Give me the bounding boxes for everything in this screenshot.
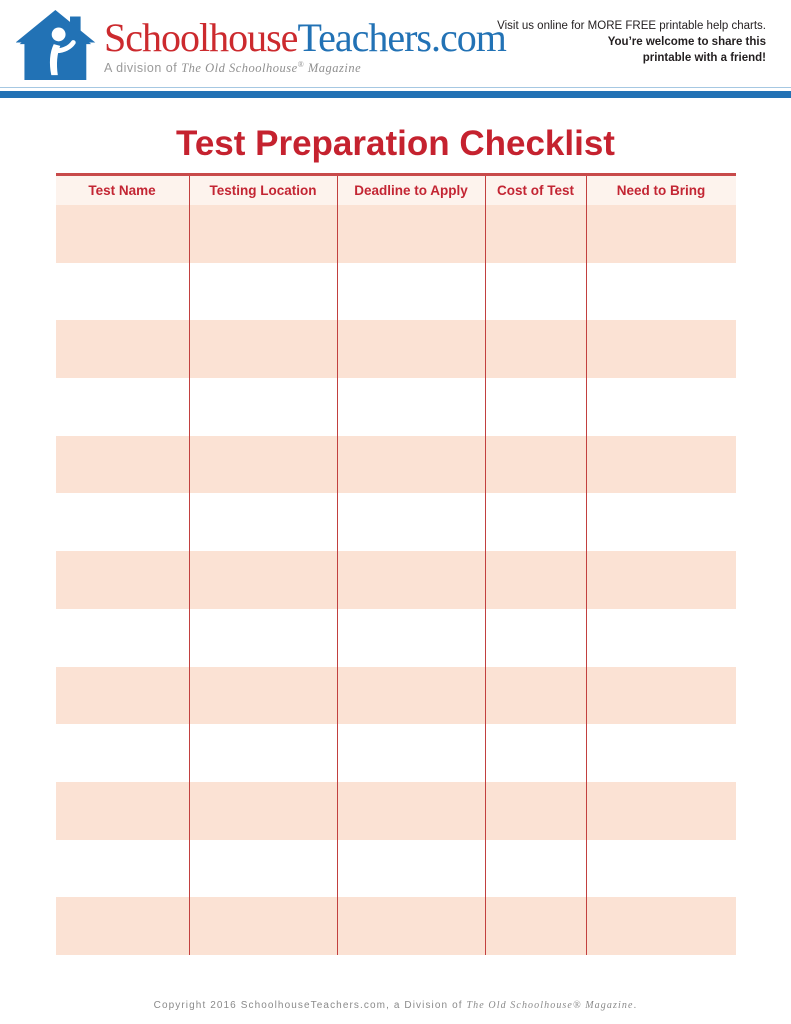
table-cell — [587, 840, 736, 898]
table-cell — [338, 493, 486, 551]
table-cell — [190, 667, 338, 725]
table-cell — [338, 609, 486, 667]
table-cell — [587, 493, 736, 551]
page-title: Test Preparation Checklist — [176, 124, 615, 163]
copyright-magazine-name: The Old Schoolhouse® Magazine — [466, 1000, 634, 1011]
table-row — [56, 320, 736, 378]
table-cell — [486, 667, 587, 725]
table-cell — [486, 609, 587, 667]
promo-text — [497, 18, 766, 66]
table-row — [56, 205, 736, 263]
table-cell — [56, 493, 190, 551]
table-cell — [486, 263, 587, 321]
table-cell — [587, 897, 736, 955]
table-cell — [190, 436, 338, 494]
table-row — [56, 897, 736, 955]
table-cell — [56, 667, 190, 725]
promo-line-3: printable with a friend! — [642, 52, 766, 65]
table-cell — [486, 840, 587, 898]
table-cell — [486, 724, 587, 782]
table-cell — [56, 263, 190, 321]
promo-line-1: Visit us online for MORE FREE printable help charts. — [497, 20, 766, 32]
table-cell — [56, 897, 190, 955]
table-row — [56, 840, 736, 898]
blue-divider-bar — [0, 91, 791, 98]
brand-schoolhouse: Schoolhouse — [104, 15, 298, 60]
brand-teachers-com: Teachers.com — [297, 15, 506, 60]
table-row — [56, 436, 736, 494]
table-cell — [56, 378, 190, 436]
table-header-row — [56, 176, 736, 205]
table-row — [56, 263, 736, 321]
table-cell — [486, 378, 587, 436]
table-row — [56, 609, 736, 667]
brand-wordmark — [104, 15, 506, 60]
table-cell — [190, 724, 338, 782]
table-cell — [338, 897, 486, 955]
table-cell — [190, 378, 338, 436]
table-cell — [56, 724, 190, 782]
table-cell — [338, 667, 486, 725]
brand-tagline — [104, 60, 506, 76]
table-body — [56, 205, 736, 955]
table-cell — [190, 840, 338, 898]
table-cell — [190, 263, 338, 321]
table-cell — [587, 609, 736, 667]
table-cell — [190, 782, 338, 840]
table-row — [56, 724, 736, 782]
table-cell — [190, 320, 338, 378]
table-cell — [190, 205, 338, 263]
table-cell — [190, 897, 338, 955]
table-row — [56, 493, 736, 551]
table-cell — [56, 320, 190, 378]
table-cell — [190, 609, 338, 667]
copyright-period: . — [633, 1000, 638, 1011]
table-cell — [338, 436, 486, 494]
table-cell — [587, 436, 736, 494]
copyright-footer — [0, 1000, 791, 1011]
registered-mark: ® — [297, 60, 305, 69]
table-cell — [587, 667, 736, 725]
table-cell — [56, 840, 190, 898]
column-header-testing-location: Testing Location — [190, 176, 338, 205]
column-header-deadline-to-apply: Deadline to Apply — [338, 176, 486, 205]
wordmark-block — [104, 10, 506, 76]
table-cell — [486, 436, 587, 494]
schoolhouse-logo — [16, 10, 506, 80]
table-cell — [587, 724, 736, 782]
table-cell — [587, 263, 736, 321]
table-cell — [587, 551, 736, 609]
table-cell — [338, 320, 486, 378]
table-cell — [56, 205, 190, 263]
table-cell — [338, 205, 486, 263]
copyright-text: Copyright 2016 SchoolhouseTeachers.com, a Division of — [153, 1000, 467, 1011]
table-cell — [587, 378, 736, 436]
table-cell — [486, 897, 587, 955]
column-header-need-to-bring: Need to Bring — [616, 183, 706, 198]
masthead — [0, 0, 791, 87]
table-cell — [190, 493, 338, 551]
table-cell — [486, 493, 587, 551]
table-row — [56, 378, 736, 436]
tagline-magazine-name: The Old Schoolhouse — [181, 61, 298, 76]
table-cell — [486, 205, 587, 263]
tagline-suffix: Magazine — [304, 61, 362, 76]
table-cell — [56, 436, 190, 494]
table-cell — [338, 263, 486, 321]
table-row — [56, 551, 736, 609]
column-header-test-name: Test Name — [56, 176, 190, 205]
checklist-table — [56, 173, 736, 955]
table-cell — [338, 724, 486, 782]
table-cell — [338, 782, 486, 840]
table-cell — [587, 782, 736, 840]
table-cell — [338, 378, 486, 436]
table-row — [56, 782, 736, 840]
table-cell — [486, 551, 587, 609]
table-cell — [587, 205, 736, 263]
table-cell — [56, 551, 190, 609]
column-header-cost-of-test: Cost of Test — [486, 176, 587, 205]
tagline-prefix: A division of — [104, 61, 182, 76]
table-cell — [587, 320, 736, 378]
table-cell — [338, 840, 486, 898]
table-cell — [486, 782, 587, 840]
table-cell — [486, 320, 587, 378]
table-cell — [338, 551, 486, 609]
promo-line-2: You’re welcome to share this — [607, 36, 766, 49]
table-cell — [56, 782, 190, 840]
schoolhouse-house-icon — [16, 10, 98, 80]
table-cell — [56, 609, 190, 667]
table-row — [56, 667, 736, 725]
table-cell — [190, 551, 338, 609]
